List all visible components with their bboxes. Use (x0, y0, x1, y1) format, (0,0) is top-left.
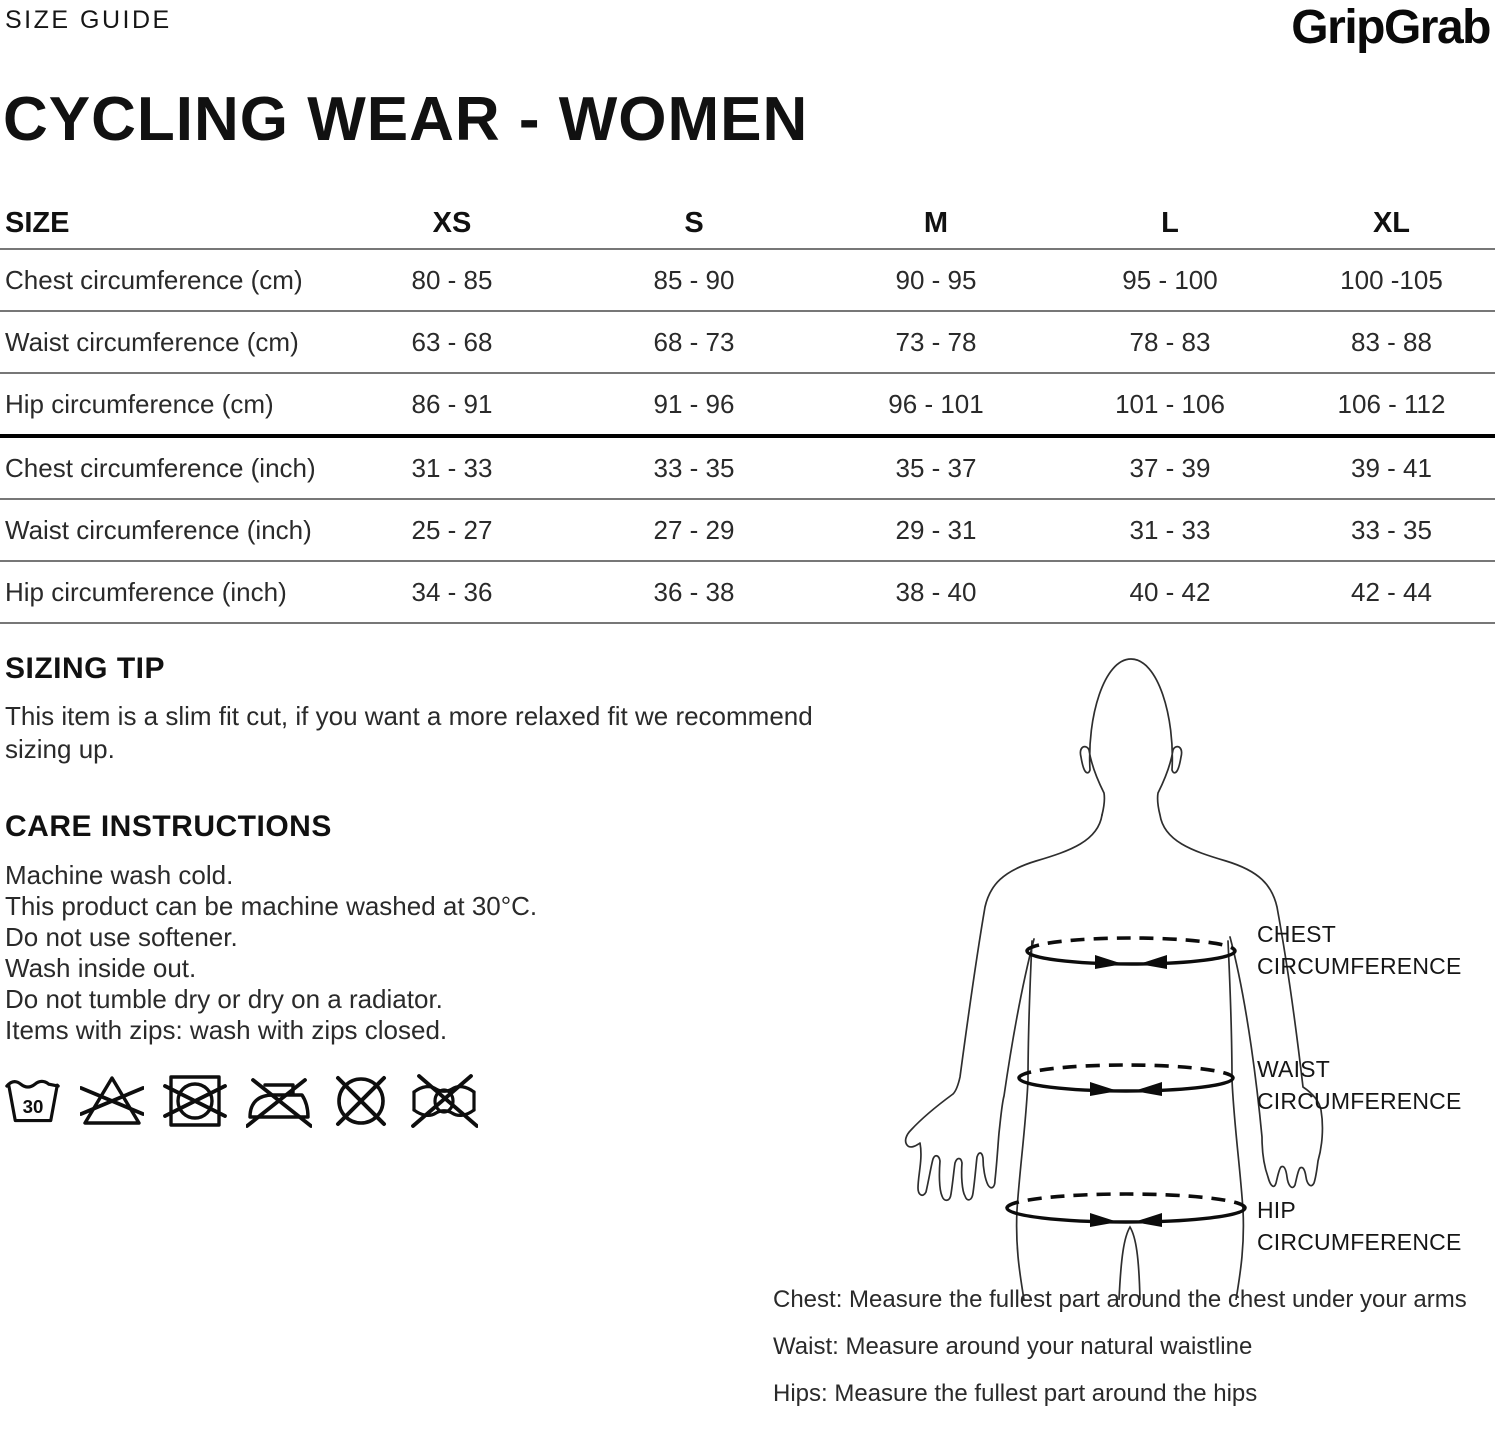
chest-circumference-label: CHEST CIRCUMFERENCE (1257, 921, 1462, 979)
row-label: Waist circumference (cm) (5, 326, 299, 357)
cell: 100 -105 (1340, 264, 1443, 295)
cell: 63 - 68 (411, 326, 493, 357)
cell: 35 - 37 (895, 452, 977, 483)
cell: 101 - 106 (1115, 388, 1225, 419)
care-line: Items with zips: wash with zips closed. (5, 1015, 448, 1045)
cell: 86 - 91 (411, 388, 493, 419)
row-label: Hip circumference (cm) (5, 388, 274, 419)
cell: 37 - 39 (1129, 452, 1211, 483)
row-label: Waist circumference (inch) (5, 514, 312, 545)
hip-circumference-label: HIP CIRCUMFERENCE (1257, 1197, 1462, 1255)
care-icons-row (5, 1070, 478, 1132)
row-label: Hip circumference (inch) (5, 576, 287, 607)
size-table-header-l: L (1161, 206, 1179, 239)
size-table-header-label: SIZE (5, 206, 70, 239)
cell: 68 - 73 (653, 326, 735, 357)
size-table-header-xs: XS (432, 206, 472, 239)
size-table (0, 198, 1495, 624)
cell: 96 - 101 (888, 388, 984, 419)
cell: 95 - 100 (1122, 264, 1218, 295)
care-line: This product can be machine washed at 30°C. (5, 891, 538, 921)
cell: 27 - 29 (653, 514, 735, 545)
cell: 33 - 35 (653, 452, 735, 483)
do-not-iron-icon (246, 1071, 312, 1131)
chest-note: Chest: Measure the fullest part around the chest under your arms (773, 1286, 1467, 1313)
sizing-tip-heading: SIZING TIP (5, 652, 166, 685)
gripgrab-logo: GripGrab (1291, 1, 1490, 54)
care-heading: CARE INSTRUCTIONS (5, 810, 332, 843)
cell: 34 - 36 (411, 576, 493, 607)
care-line: Do not tumble dry or dry on a radiator. (5, 984, 443, 1014)
measurement-notes (773, 1284, 1495, 1425)
page-eyebrow: SIZE GUIDE (5, 6, 172, 34)
size-table-header-m: M (923, 206, 949, 239)
cell: 42 - 44 (1351, 576, 1432, 607)
table-row (0, 249, 1495, 311)
hips-note: Hips: Measure the fullest part around the hips (773, 1380, 1258, 1407)
cell: 80 - 85 (411, 264, 493, 295)
cell: 106 - 112 (1337, 388, 1446, 419)
care-line: Wash inside out. (5, 953, 197, 983)
cell: 38 - 40 (895, 576, 977, 607)
do-not-tumble-dry-icon (163, 1071, 227, 1131)
hip-measure-ellipse (1007, 1194, 1245, 1227)
do-not-bleach-icon (80, 1071, 144, 1131)
waist-measure-ellipse (1019, 1065, 1233, 1096)
cell: 33 - 35 (1351, 514, 1432, 545)
care-lines (5, 860, 765, 1046)
cell: 40 - 42 (1129, 576, 1211, 607)
cell: 36 - 38 (653, 576, 735, 607)
chest-measure-ellipse (1027, 938, 1235, 969)
cell: 90 - 95 (895, 264, 977, 295)
size-table-header-row (0, 198, 1495, 249)
table-row (0, 499, 1495, 561)
cell: 83 - 88 (1351, 326, 1432, 357)
size-table-header-s: S (684, 206, 704, 239)
cell: 91 - 96 (653, 388, 735, 419)
cell: 85 - 90 (653, 264, 735, 295)
cell: 73 - 78 (895, 326, 977, 357)
table-row (0, 311, 1495, 373)
sizing-tip-body: This item is a slim fit cut, if you want a more relaxed fit we recommend sizing up. (5, 701, 813, 764)
cell: 39 - 41 (1351, 452, 1432, 483)
sizing-tip-section (5, 652, 905, 766)
table-row (0, 373, 1495, 436)
cell: 29 - 31 (895, 514, 977, 545)
row-label: Chest circumference (inch) (5, 452, 316, 483)
cell: 25 - 27 (411, 514, 493, 545)
table-row (0, 436, 1495, 499)
size-table-header-xl: XL (1372, 206, 1411, 239)
cell: 31 - 33 (1129, 514, 1211, 545)
wash-30-icon (5, 1071, 61, 1131)
row-label: Chest circumference (cm) (5, 264, 303, 295)
cell: 78 - 83 (1129, 326, 1211, 357)
waist-circumference-label: WAIST CIRCUMFERENCE (1257, 1056, 1462, 1114)
wash-temp-label: 30 (22, 1096, 44, 1118)
cell: 31 - 33 (411, 452, 493, 483)
table-row (0, 561, 1495, 623)
waist-note: Waist: Measure around your natural waistline (773, 1333, 1253, 1360)
do-not-wring-icon (410, 1071, 478, 1131)
care-instructions-section (5, 810, 765, 1046)
care-line: Machine wash cold. (5, 860, 234, 890)
page-title: CYCLING WEAR - WOMEN (3, 85, 809, 154)
do-not-dry-clean-icon (331, 1071, 391, 1131)
care-line: Do not use softener. (5, 922, 238, 952)
